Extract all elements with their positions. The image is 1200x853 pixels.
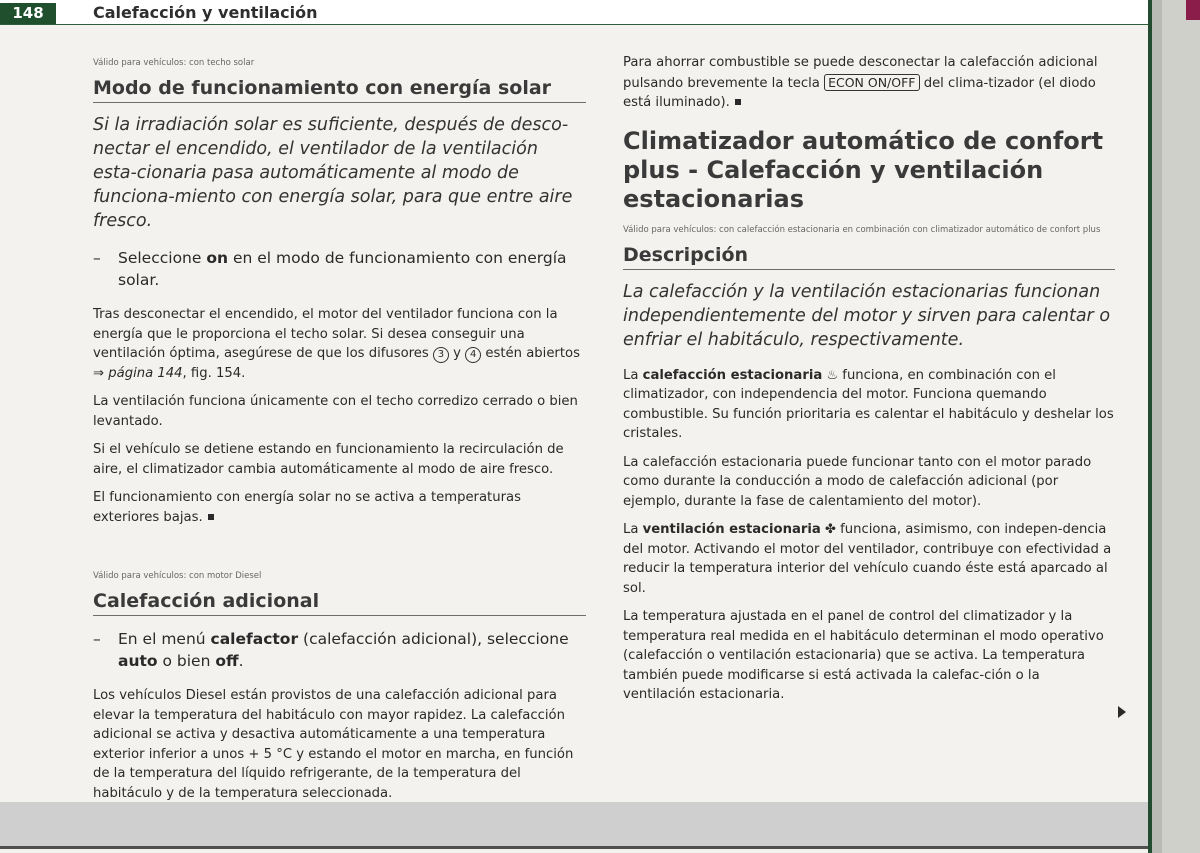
step-text: (calefacción adicional), seleccione bbox=[298, 630, 569, 648]
paragraph-solar-3: Si el vehículo se detiene estando en funcionamiento la recirculación de aire, el climatizador cambia automáticamente al modo de aire fresco. bbox=[93, 442, 564, 477]
paragraph-text: El funcionamiento con energía solar no se activa a temperaturas exteriores bajas. bbox=[93, 490, 521, 525]
step-text: Seleccione bbox=[118, 249, 207, 267]
validity-note-parking-heater: Válido para vehículos: con calefacción estacionaria en combinación con climatizador automático de confort plus bbox=[623, 224, 1101, 235]
paragraph-text: funciona, en combinación con el climatizador, con independencia del motor. Funciona quemando combustible. Su función prioritaria es calentar el habitáculo y deshelar los cristales. bbox=[623, 367, 1114, 441]
page-edge-tab-mark bbox=[1186, 0, 1200, 20]
step-text-tail: en el modo de funcionamiento con energía solar. bbox=[118, 249, 567, 289]
step-dash: – bbox=[93, 249, 101, 267]
term-parking-heater: calefacción estacionaria bbox=[642, 367, 823, 383]
validity-note-diesel: Válido para vehículos: con motor Diesel bbox=[93, 571, 262, 581]
running-title: Calefacción y ventilación bbox=[93, 3, 318, 22]
paragraph-parking-heater bbox=[623, 366, 1115, 444]
heading-description: Descripción bbox=[623, 244, 1115, 270]
paragraph-text: La bbox=[623, 367, 643, 383]
step-heater-menu bbox=[93, 628, 586, 672]
step-text: . bbox=[238, 652, 244, 670]
continue-arrow-icon bbox=[1118, 706, 1126, 718]
heading-additional-heating: Calefacción adicional bbox=[93, 590, 586, 616]
heading-solar-mode: Modo de funcionamiento con energía solar bbox=[93, 77, 586, 103]
paragraph-econ bbox=[623, 53, 1115, 113]
step-dash: – bbox=[93, 630, 101, 648]
paragraph-text: Tras desconectar el encendido, el motor del ventilador funciona con la energía que le proporciona el techo solar. Si desea conseguir una ventilación óptima, asegúrese de que los difusores bbox=[93, 307, 558, 361]
left-column bbox=[93, 57, 586, 812]
step-solar-on bbox=[93, 247, 586, 291]
end-of-section-square-icon bbox=[735, 99, 741, 105]
paragraph-solar-4 bbox=[93, 488, 586, 527]
step-text: o bien bbox=[157, 652, 216, 670]
vent-4-marker: 4 bbox=[465, 347, 481, 363]
chapter-title: Climatizador automático de confort plus - Calefacción y ventilación estacionarias bbox=[623, 126, 1104, 213]
page-edge-shadow bbox=[1162, 0, 1200, 853]
footer-strip bbox=[0, 802, 1148, 848]
paragraph-diesel-1: Los vehículos Diesel están provistos de una calefacción adicional para elevar la temperatura del habitáculo con mayor rapidez. La calefacción adicional se activa y desactiva automáticamente a una temperatura exterior inferior a unos + 5 °C y estando el motor en marcha, en función de la temperatura del líquido refrigerante, de la temperatura del habitáculo y de la temperatura seleccionada. bbox=[93, 688, 574, 801]
paragraph-text: funciona, asimismo, con indepen-dencia del motor. Activando el motor del ventilador, contribuye con efectividad a reducir la temperatura interior del vehículo cuando éste está aparcado al sol. bbox=[623, 522, 1112, 596]
right-column bbox=[623, 53, 1115, 714]
paragraph-text: , fig. 154. bbox=[182, 365, 246, 381]
vent-3-marker: 3 bbox=[433, 347, 449, 363]
paragraph-solar-1 bbox=[93, 305, 586, 383]
paragraph-text: La bbox=[623, 522, 643, 537]
step-keyword-on: on bbox=[206, 249, 229, 267]
step-keyword-off: off bbox=[215, 652, 239, 670]
intro-solar-mode: Si la irradiación solar es suficiente, después de desco-nectar el encendido, el ventilador de la ventilación esta-cionaria pasa automáticamente al modo de funciona-miento con energía solar, para que entre aire fresco. bbox=[93, 115, 573, 231]
econ-key-label: ECON ON/OFF bbox=[824, 74, 919, 91]
step-keyword-auto: auto bbox=[118, 652, 158, 670]
page-number: 148 bbox=[0, 3, 56, 24]
paragraph-solar-2: La ventilación funciona únicamente con el techo corredizo cerrado o bien levantado. bbox=[93, 394, 578, 429]
step-text: En el menú bbox=[118, 630, 211, 648]
paragraph-text: estén abiertos ⇒ bbox=[93, 346, 580, 381]
page-reference-link[interactable]: página 144 bbox=[108, 365, 183, 381]
fan-symbol-icon: ✤ bbox=[824, 522, 836, 537]
intro-description: La calefacción y la ventilación estacionarias funcionan independientemente del motor y sirven para calentar o enfriar el habitáculo, respectivamente. bbox=[623, 281, 1111, 350]
header-rule bbox=[0, 24, 1148, 25]
paragraph-text: Para ahorrar combustible se puede desconectar la calefacción adicional pulsando brevemente la tecla bbox=[623, 55, 1098, 91]
heating-symbol-icon: ♨ bbox=[826, 367, 839, 383]
paragraph-parking-heater-2: La calefacción estacionaria puede funcionar tanto con el motor parado como durante la conducción a modo de calefacción adicional (por ejemplo, durante la fase de calentamiento del motor). bbox=[623, 454, 1092, 509]
paragraph-text: del clima-tizador (el diodo está iluminado). bbox=[623, 75, 1096, 110]
end-of-section-square-icon bbox=[208, 514, 214, 520]
paragraph-text: y bbox=[448, 346, 466, 361]
footer-rule bbox=[0, 846, 1148, 849]
paragraph-parking-ventilation bbox=[623, 520, 1115, 598]
page-edge-green-strip bbox=[1148, 0, 1152, 853]
validity-note-solar: Válido para vehículos: con techo solar bbox=[93, 58, 255, 68]
paragraph-temperature: La temperatura ajustada en el panel de control del climatizador y la temperatura real medida en el habitáculo determinan el modo operativo (calefacción o ventilación estacionaria) que se activa. La temperatura también puede modificarse si está activada la calefac-ción o la ventilación estacionaria. bbox=[623, 609, 1104, 702]
step-keyword-calefactor: calefactor bbox=[210, 630, 299, 648]
term-parking-ventilation: ventilación estacionaria bbox=[642, 522, 821, 537]
